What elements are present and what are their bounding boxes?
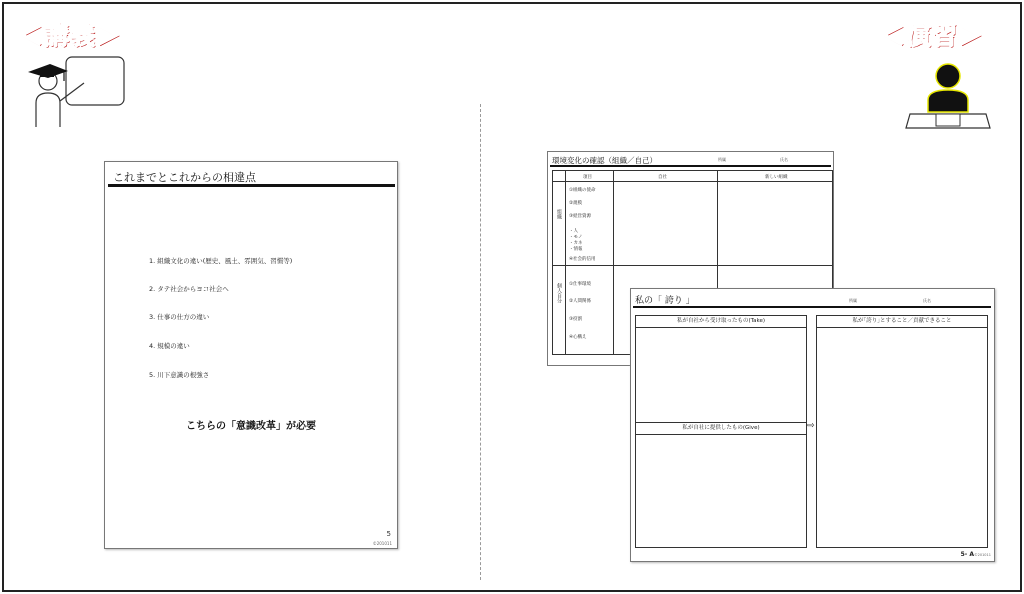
- row-label: ④社会的信用: [569, 257, 596, 262]
- pride-box-header: 私が｢誇り｣とすること／貢献できること: [817, 316, 987, 328]
- row-label: ③役割: [569, 317, 583, 322]
- take-box-header: 私が自社から受け取ったもの(Take): [636, 316, 806, 328]
- list-item: 1. 組織文化の違い(歴史、風土、雰囲気、習慣等): [149, 257, 293, 265]
- divider: [480, 104, 481, 580]
- header-company: 自社: [658, 175, 667, 180]
- affiliation-label: 所属: [718, 157, 726, 162]
- row-label: ・情報: [569, 247, 583, 252]
- row-label: ・人: [569, 229, 578, 234]
- title-rule: [108, 184, 395, 187]
- worksheet-title: 私の「 誇り 」: [635, 296, 695, 306]
- row-label: ④心構え: [569, 335, 587, 340]
- row-label: ①組織の使命: [569, 188, 596, 193]
- give-box: [635, 422, 807, 548]
- emphasis-text: こちらの「意識改革」が必要: [186, 421, 316, 432]
- name-label: 氏名: [780, 157, 788, 162]
- row-label: ①仕事環境: [569, 282, 592, 287]
- page-number: 5: [386, 530, 391, 538]
- row-label: ・モノ: [569, 235, 583, 240]
- row-label: ・カネ: [569, 241, 583, 246]
- page-number: 5- A: [960, 551, 974, 558]
- row-label: ②人間関係: [569, 299, 592, 304]
- row-label: ③経営資源: [569, 214, 592, 219]
- affiliation-label: 所属: [849, 298, 857, 303]
- name-label: 氏名: [923, 298, 931, 303]
- lecture-label: ＜講義＞: [18, 21, 123, 50]
- list-item: 4. 規模の違い: [149, 342, 190, 350]
- worksheet-pride: [630, 288, 995, 562]
- lecture-page: [104, 161, 398, 549]
- group-label-personal: 個人自分: [556, 283, 562, 303]
- list-item: 2. タテ社会からヨコ社会へ: [149, 285, 229, 293]
- pride-box: [816, 315, 988, 548]
- row-label: ②規模: [569, 201, 583, 206]
- group-label-org: 組織: [556, 209, 562, 219]
- student-icon: [902, 62, 992, 132]
- header-new-org: 新しい組織: [765, 175, 788, 180]
- exercise-label: ＜演習＞: [880, 21, 985, 50]
- give-box-header: 私が自社に提供したもの(Give): [636, 423, 806, 435]
- title-rule: [633, 306, 991, 308]
- copyright: ©201011: [974, 553, 991, 557]
- slide-frame: [2, 2, 1022, 592]
- title-rule: [550, 165, 831, 167]
- header-item: 項目: [583, 175, 592, 180]
- list-item: 3. 仕事の仕方の違い: [149, 313, 210, 321]
- lecture-title: これまでとこれからの相違点: [113, 171, 256, 184]
- worksheet-title: 環境変化の確認（組織／自己）: [552, 156, 657, 165]
- copyright: ©201011: [372, 541, 392, 546]
- arrow-icon: ⇨: [807, 421, 815, 431]
- list-item: 5. 川下意識の根強さ: [149, 371, 210, 379]
- take-box: [635, 315, 807, 423]
- lecturer-icon: [24, 55, 128, 129]
